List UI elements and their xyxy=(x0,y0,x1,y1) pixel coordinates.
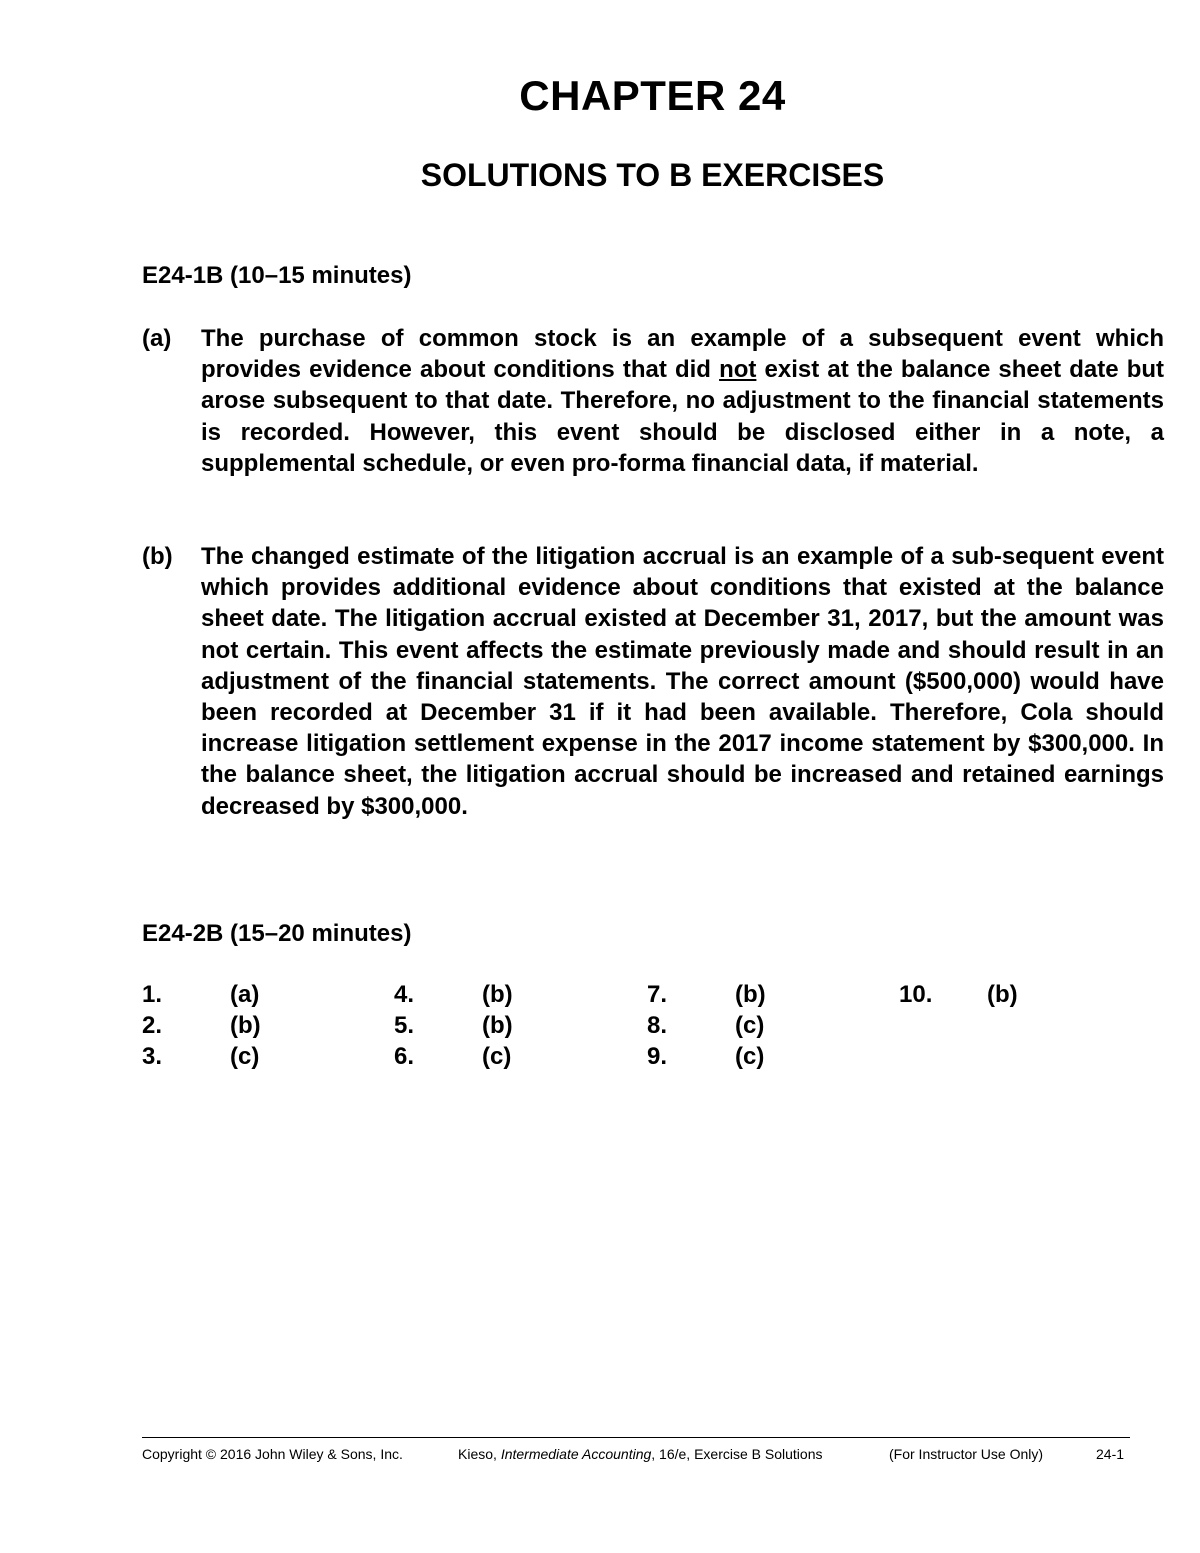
part-text xyxy=(201,323,1164,479)
footer-usage-note: (For Instructor Use Only) xyxy=(889,1446,1044,1462)
answer-item xyxy=(647,1012,847,1043)
answer-item xyxy=(647,1043,847,1074)
answer-number: 8. xyxy=(647,1012,668,1039)
part-text-segment: exist at the balance sheet date but arose subsequent to that date. Therefore, no adjustment to the financial statements is recorded. However, this event should be disclosed either in a note, a supplemental schedule, or even pro-forma financial data, if material. xyxy=(201,356,1165,477)
part-label: (a) xyxy=(142,325,172,352)
footer-edition: , 16/e, Exercise B Solutions xyxy=(651,1446,823,1462)
footer-book-title: Intermediate Accounting xyxy=(500,1446,652,1462)
exercise-part-a xyxy=(142,323,1164,479)
answer-item xyxy=(142,1043,342,1074)
answer-value: (b) xyxy=(735,981,766,1008)
answer-item xyxy=(394,981,594,1012)
answer-number: 7. xyxy=(647,981,668,1008)
answer-value: (c) xyxy=(735,1012,765,1039)
answer-item xyxy=(394,1012,594,1043)
answer-number: 4. xyxy=(394,981,415,1008)
answer-number: 3. xyxy=(142,1043,163,1070)
answer-number: 2. xyxy=(142,1012,163,1039)
answer-value: (b) xyxy=(987,981,1018,1008)
answer-grid xyxy=(142,981,1142,1077)
answer-number: 6. xyxy=(394,1043,415,1070)
answer-number: 1. xyxy=(142,981,163,1008)
answer-value: (c) xyxy=(482,1043,512,1070)
answer-number: 10. xyxy=(899,981,933,1008)
exercise-heading-e24-2b: E24-2B (15–20 minutes) xyxy=(142,920,412,947)
footer-citation xyxy=(458,1446,822,1462)
answer-value: (b) xyxy=(482,1012,513,1039)
footer-divider xyxy=(142,1437,1130,1438)
answer-item xyxy=(899,981,1099,1012)
underlined-word: not xyxy=(719,356,757,384)
answer-value: (a) xyxy=(230,981,260,1008)
footer-author: Kieso, xyxy=(458,1446,497,1462)
part-label: (b) xyxy=(142,543,173,570)
answer-item xyxy=(142,1012,342,1043)
answer-value: (c) xyxy=(735,1043,765,1070)
answer-number: 9. xyxy=(647,1043,668,1070)
answer-value: (b) xyxy=(230,1012,261,1039)
answer-item xyxy=(647,981,847,1012)
answer-item xyxy=(142,981,342,1012)
footer-copyright: Copyright © 2016 John Wiley & Sons, Inc. xyxy=(142,1446,403,1462)
exercise-part-b xyxy=(142,541,1164,822)
exercise-heading-e24-1b: E24-1B (10–15 minutes) xyxy=(142,262,412,289)
answer-number: 5. xyxy=(394,1012,415,1039)
answer-value: (c) xyxy=(230,1043,260,1070)
chapter-title: CHAPTER 24 xyxy=(519,72,786,119)
answer-item xyxy=(394,1043,594,1074)
part-text: The changed estimate of the litigation accrual is an example of a sub-sequent event which provides additional evidence about conditions that existed at the balance sheet date. The litigation accrual existed at December 31, 2017, but the amount was not certain. This event affects the estimate previously made and should result in an adjustment of the financial statements. The correct amount ($500,000) would have been recorded at December 31 if it had been available. Therefore, Cola should increase litigation settlement expense in the 2017 income statement by $300,000. In the balance sheet, the litigation accrual should be increased and retained earnings decreased by $300,000. xyxy=(201,543,1164,820)
answer-value: (b) xyxy=(482,981,513,1008)
section-title: SOLUTIONS TO B EXERCISES xyxy=(420,157,885,193)
part-text-segment: The purchase of common stock is an example of a subsequent event which provides evidence about conditions that did xyxy=(201,325,1164,384)
page-number: 24-1 xyxy=(1096,1446,1125,1462)
